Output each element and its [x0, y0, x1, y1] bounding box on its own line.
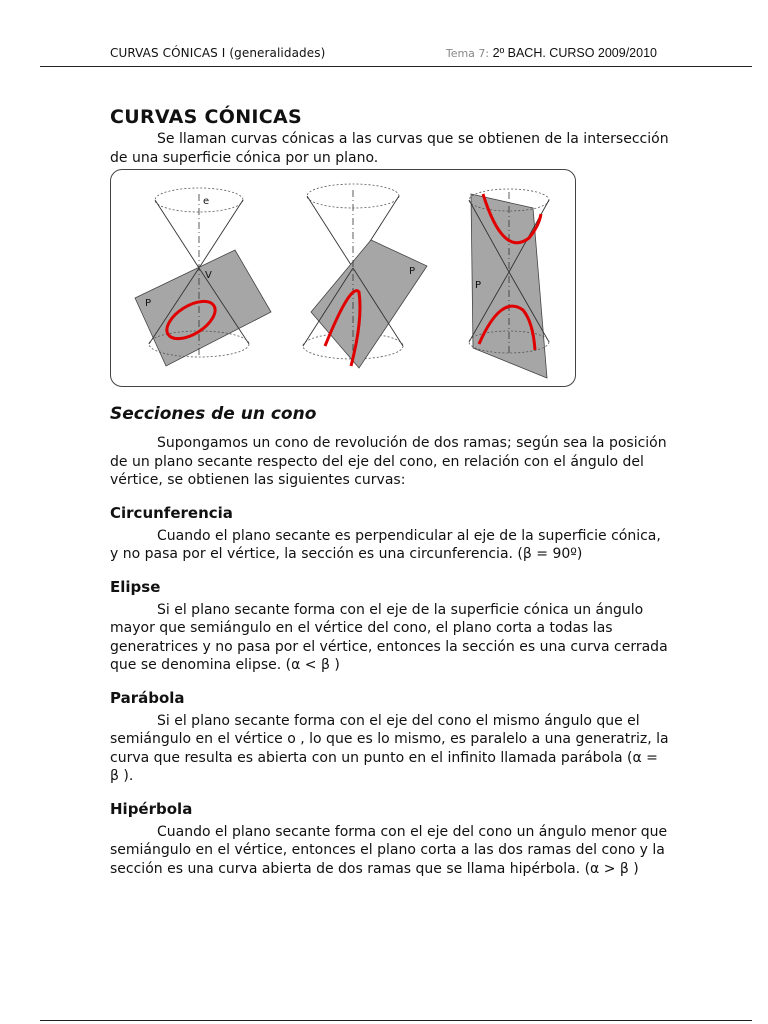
page-footer-rule [40, 1020, 752, 1021]
conic-sections-figure [110, 169, 576, 387]
hyperbola-cone [469, 189, 549, 378]
section-intro-paragraph: Supongamos un cono de revolución de dos ramas; según sea la posición de un plano secante respecto del eje del cono, en relación con el ángulo del vértice, se obtienen las siguientes curvas: [110, 435, 667, 488]
ellipse-paragraph: Si el plano secante forma con el eje de la superficie cónica un ángulo mayor que semiángulo en el vértice del cono, el plano corta a todas las generatrices y no pasa por el vértice, entonces la sección es una curva cerrada que se denomina elipse. (α < β ) [110, 601, 668, 673]
vertex-label: V [205, 270, 212, 281]
hyperbola-heading: Hipérbola [110, 799, 193, 818]
page-title: CURVAS CÓNICAS [110, 106, 303, 128]
parabola-heading: Parábola [110, 688, 185, 707]
ellipse-cone [135, 188, 271, 366]
conic-sections-illustration [111, 170, 576, 387]
ellipse-heading: Elipse [110, 577, 161, 596]
plane-label: P [409, 266, 416, 277]
header-course: 2º BACH. CURSO 2009/2010 [492, 46, 657, 60]
plane-label: P [475, 280, 482, 291]
header-topic: Tema 7: [445, 47, 493, 60]
parabola-paragraph: Si el plano secante forma con el eje del cono el mismo ángulo que el semiángulo en el vértice o , lo que es lo mismo, es paralelo a una generatriz, la curva que resulta es abierta con un punto en el infinito llamada parábola (α = β ). [110, 712, 669, 784]
circle-paragraph: Cuando el plano secante es perpendicular al eje de la superficie cónica, y no pasa por el vértice, la sección es una circunferencia. (β = 90º) [110, 527, 661, 562]
header-title: CURVAS CÓNICAS I (generalidades) [110, 46, 326, 60]
page-header [40, 44, 752, 67]
hyperbola-paragraph: Cuando el plano secante forma con el eje del cono un ángulo menor que semiángulo en el vértice, entonces el plano corta a las dos ramas del cono y la sección es una curva abierta de dos ramas que se llama hipérbola. (α > β ) [110, 823, 668, 877]
header-course-info [446, 46, 657, 60]
section-heading: Secciones de un cono [110, 404, 317, 424]
parabola-cone [303, 184, 427, 368]
document-body [110, 104, 670, 878]
plane-label: P [145, 298, 152, 309]
axis-label: e [203, 196, 210, 207]
circle-heading: Circunferencia [110, 503, 233, 522]
intro-paragraph: Se llaman curvas cónicas a las curvas que se obtienen de la intersección de una superficie cónica por un plano. [110, 131, 669, 166]
